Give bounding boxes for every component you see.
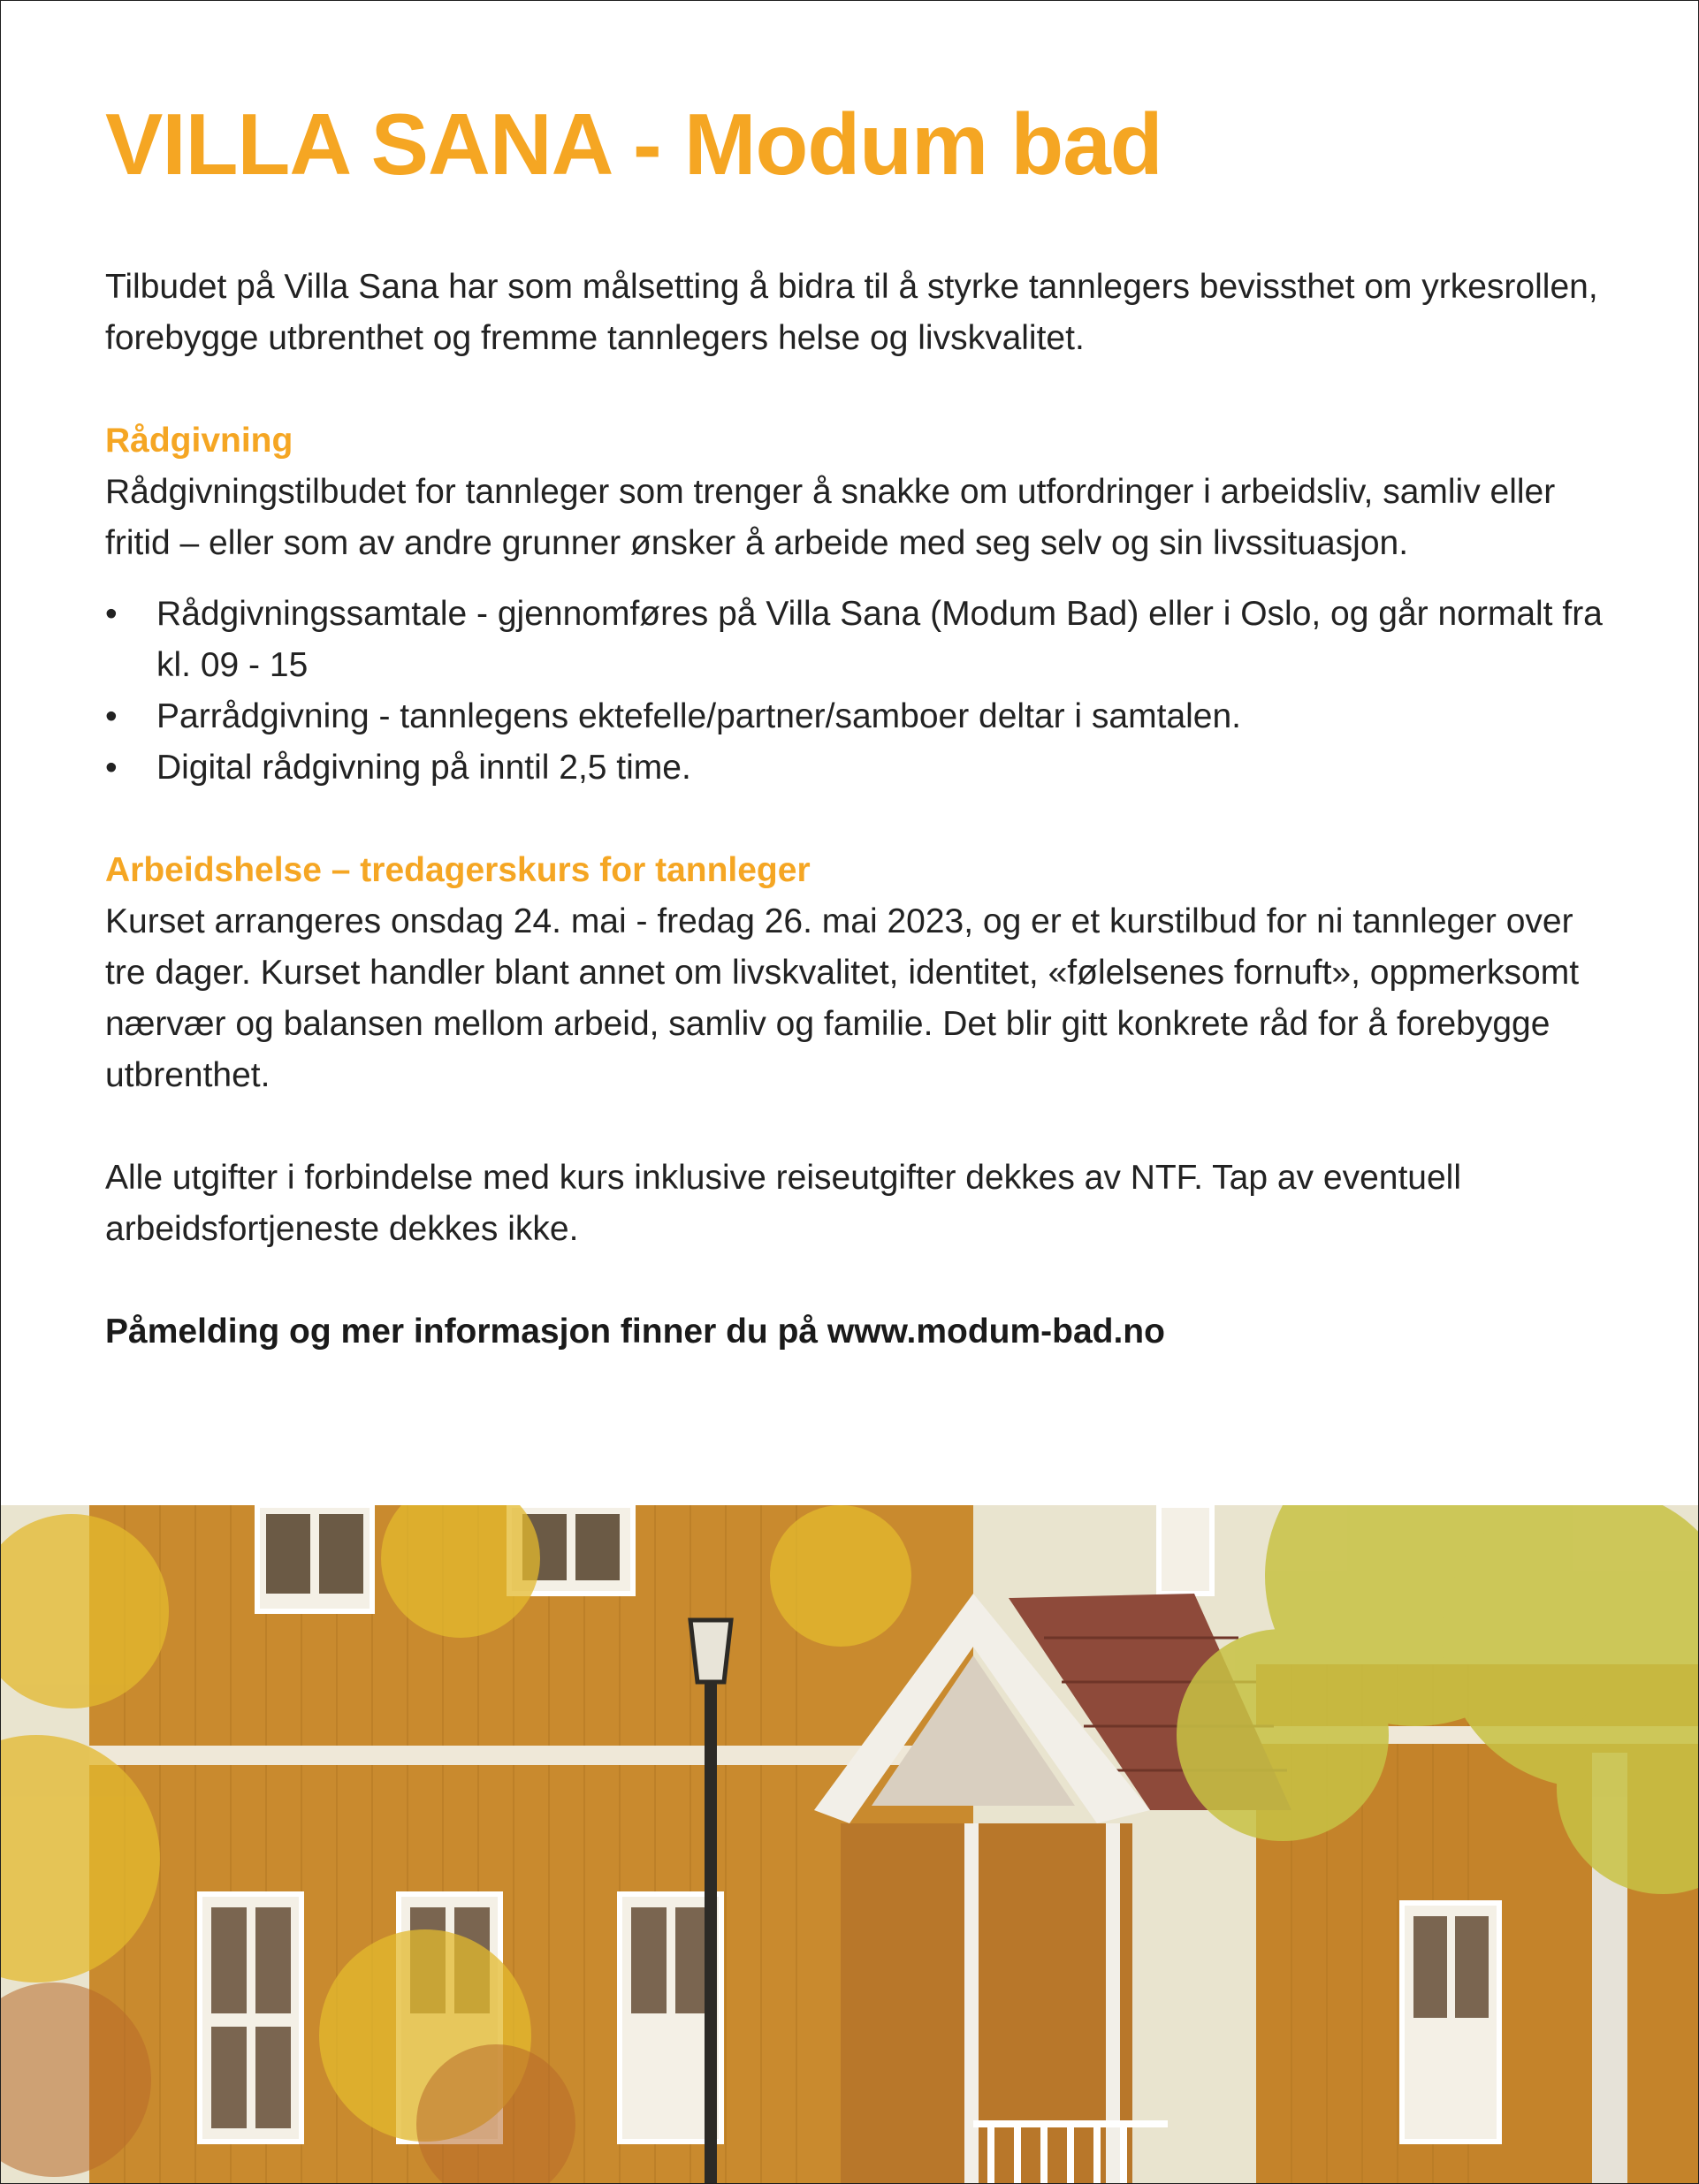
bullet-list bbox=[105, 589, 1608, 794]
list-item-text: Digital rådgivning på inntil 2,5 time. bbox=[156, 749, 691, 787]
intro-paragraph: Tilbudet på Villa Sana har som målsetting å bidra til å styrke tannlegers bevissthet om yrkesrollen, forebygge utbrenthet og fremme tannlegers helse og livskvalitet. bbox=[105, 268, 1598, 357]
house-trim bbox=[89, 1746, 973, 1765]
section-body-arbeidshelse: Kurset arrangeres onsdag 24. mai - fredag 26. mai 2023, og er et kurstilbud for ni tannleger over tre dager. Kurset handler blant annet om livskvalitet, identitet, «følelsenes fornuft», oppmerksomt nærvær og balansen mellom arbeid, samliv og familie. Det blir gitt konkrete råd for å forebygge utbrenthet. bbox=[105, 902, 1580, 1094]
section-heading-arbeidshelse: Arbeidshelse – tredagerskurs for tannleger bbox=[105, 851, 811, 889]
section-heading-radgivning: Rådgivning bbox=[105, 422, 293, 460]
costs-paragraph: Alle utgifter i forbindelse med kurs inklusive reiseutgifter dekkes av NTF. Tap av eventuell arbeidsfortjeneste dekkes ikke. bbox=[105, 1159, 1462, 1248]
bullet-icon: • bbox=[105, 697, 118, 735]
article bbox=[105, 89, 1608, 1358]
list-item-text: Parrådgivning - tannlegens ektefelle/partner/samboer deltar i samtalen. bbox=[156, 697, 1242, 735]
porch bbox=[841, 1823, 1132, 2183]
list-item bbox=[105, 742, 1608, 794]
lamp-post bbox=[705, 1664, 717, 2183]
bullet-icon: • bbox=[105, 595, 118, 633]
list-item bbox=[105, 589, 1608, 691]
list-item bbox=[105, 691, 1608, 742]
section-body-radgivning: Rådgivningstilbudet for tannleger som trenger å snakke om utfordringer i arbeidsliv, samliv eller fritid – eller som av andre grunner ønsker å arbeide med seg selv og sin livssituasjon. bbox=[105, 473, 1556, 562]
registration-info: Påmelding og mer informasjon finner du på www.modum-bad.no bbox=[105, 1313, 1165, 1351]
list-item-text: Rådgivningssamtale - gjennomføres på Villa Sana (Modum Bad) eller i Oslo, og går normalt fra kl. 09 - 15 bbox=[156, 595, 1603, 684]
bullet-icon: • bbox=[105, 749, 118, 787]
house-photo bbox=[1, 1505, 1698, 2183]
page-title: VILLA SANA - Modum bad bbox=[105, 95, 1162, 193]
